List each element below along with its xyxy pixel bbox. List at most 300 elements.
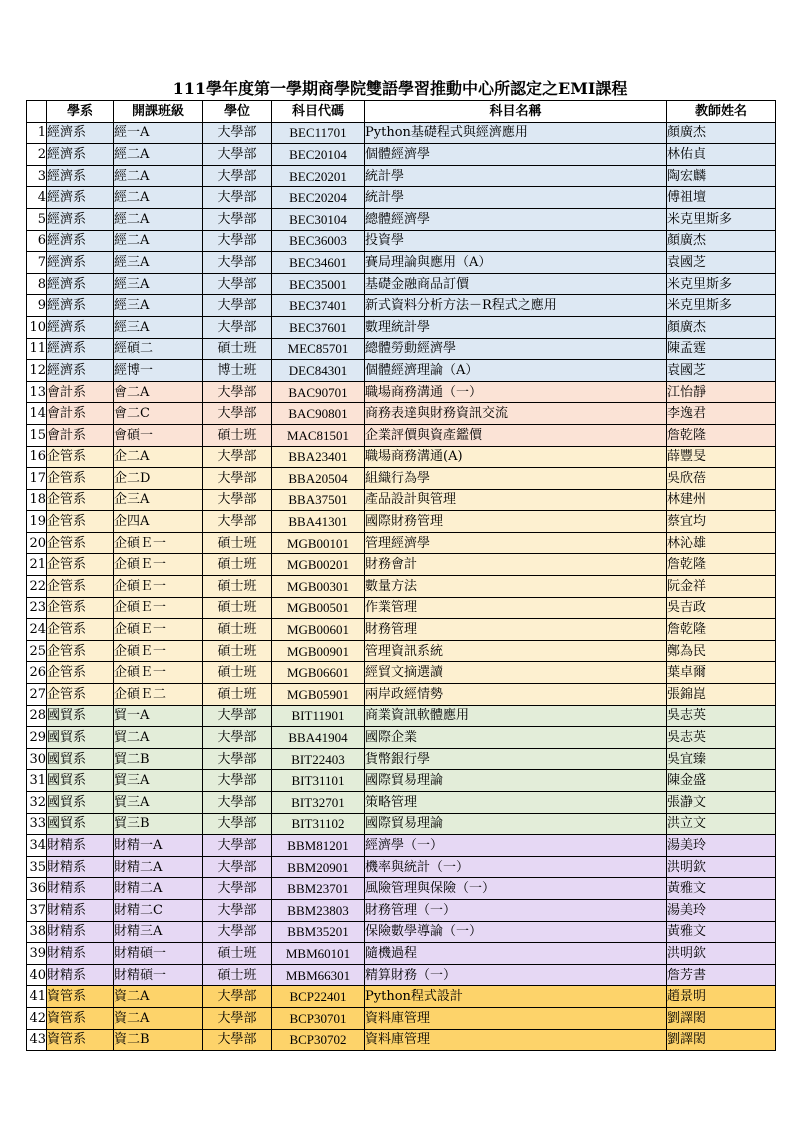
degree-cell: 大學部 bbox=[203, 835, 272, 857]
teacher-cell: 黃雅文 bbox=[667, 921, 776, 943]
row-number: 3 bbox=[27, 165, 47, 187]
dept-cell: 經濟系 bbox=[47, 273, 114, 295]
row-number: 13 bbox=[27, 381, 47, 403]
table-row bbox=[27, 813, 776, 835]
row-number: 17 bbox=[27, 468, 47, 490]
teacher-cell: 陳金盛 bbox=[667, 770, 776, 792]
class-cell: 資二A bbox=[114, 986, 203, 1008]
course-name-cell: 總體經濟學 bbox=[365, 208, 667, 230]
dept-cell: 企管系 bbox=[47, 554, 114, 576]
course-name-cell: 產品設計與管理 bbox=[365, 489, 667, 511]
course-code-cell: BCP30702 bbox=[272, 1029, 365, 1051]
teacher-cell: 吳志英 bbox=[667, 727, 776, 749]
degree-cell: 大學部 bbox=[203, 230, 272, 252]
course-name-cell: 財務會計 bbox=[365, 554, 667, 576]
table-row bbox=[27, 748, 776, 770]
degree-cell: 大學部 bbox=[203, 705, 272, 727]
course-code-cell: BIT22403 bbox=[272, 748, 365, 770]
table-row bbox=[27, 640, 776, 662]
row-number: 25 bbox=[27, 640, 47, 662]
row-number: 31 bbox=[27, 770, 47, 792]
row-number: 37 bbox=[27, 899, 47, 921]
degree-cell: 大學部 bbox=[203, 1007, 272, 1029]
table-row bbox=[27, 424, 776, 446]
row-number: 20 bbox=[27, 532, 47, 554]
teacher-cell: 李逸君 bbox=[667, 403, 776, 425]
degree-cell: 大學部 bbox=[203, 252, 272, 274]
course-code-cell: MGB00201 bbox=[272, 554, 365, 576]
table-row bbox=[27, 360, 776, 382]
class-cell: 財精一A bbox=[114, 835, 203, 857]
document-title: 111學年度第一學期商學院雙語學習推動中心所認定之EMI課程 bbox=[172, 79, 628, 98]
teacher-cell: 葉卓爾 bbox=[667, 662, 776, 684]
row-number: 29 bbox=[27, 727, 47, 749]
row-number: 23 bbox=[27, 597, 47, 619]
row-number: 2 bbox=[27, 144, 47, 166]
course-name-cell: 管理資訊系統 bbox=[365, 640, 667, 662]
class-cell: 企碩Ｅ一 bbox=[114, 597, 203, 619]
course-name-cell: 精算財務（一） bbox=[365, 964, 667, 986]
course-code-cell: MGB00301 bbox=[272, 576, 365, 598]
teacher-cell: 林建州 bbox=[667, 489, 776, 511]
dept-cell: 經濟系 bbox=[47, 360, 114, 382]
course-code-cell: BBM23803 bbox=[272, 899, 365, 921]
degree-cell: 碩士班 bbox=[203, 532, 272, 554]
course-code-cell: BIT31102 bbox=[272, 813, 365, 835]
row-number: 34 bbox=[27, 835, 47, 857]
course-code-cell: BBA20504 bbox=[272, 468, 365, 490]
teacher-cell: 張錦崑 bbox=[667, 684, 776, 706]
row-number: 39 bbox=[27, 943, 47, 965]
header-dept: 學系 bbox=[47, 101, 114, 123]
degree-cell: 碩士班 bbox=[203, 424, 272, 446]
teacher-cell: 阮金祥 bbox=[667, 576, 776, 598]
table-row bbox=[27, 122, 776, 144]
course-code-cell: BBM23701 bbox=[272, 878, 365, 900]
degree-cell: 碩士班 bbox=[203, 943, 272, 965]
table-row bbox=[27, 921, 776, 943]
row-number: 1 bbox=[27, 122, 47, 144]
course-name-cell: 貨幣銀行學 bbox=[365, 748, 667, 770]
table-row bbox=[27, 878, 776, 900]
dept-cell: 經濟系 bbox=[47, 187, 114, 209]
degree-cell: 大學部 bbox=[203, 295, 272, 317]
class-cell: 企碩Ｅ一 bbox=[114, 640, 203, 662]
dept-cell: 經濟系 bbox=[47, 230, 114, 252]
dept-cell: 經濟系 bbox=[47, 295, 114, 317]
teacher-cell: 吳吉政 bbox=[667, 597, 776, 619]
course-name-cell: 基礎金融商品訂價 bbox=[365, 273, 667, 295]
degree-cell: 大學部 bbox=[203, 208, 272, 230]
class-cell: 資二B bbox=[114, 1029, 203, 1051]
teacher-cell: 傅祖壇 bbox=[667, 187, 776, 209]
teacher-cell: 顏廣杰 bbox=[667, 122, 776, 144]
course-code-cell: BEC37601 bbox=[272, 316, 365, 338]
class-cell: 財精碩一 bbox=[114, 943, 203, 965]
dept-cell: 國貿系 bbox=[47, 748, 114, 770]
teacher-cell: 袁國芝 bbox=[667, 252, 776, 274]
course-code-cell: BEC20104 bbox=[272, 144, 365, 166]
class-cell: 貿三B bbox=[114, 813, 203, 835]
degree-cell: 大學部 bbox=[203, 813, 272, 835]
emi-course-table bbox=[26, 100, 776, 1051]
class-cell: 貿二B bbox=[114, 748, 203, 770]
table-header-row bbox=[27, 101, 776, 123]
table-row bbox=[27, 943, 776, 965]
teacher-cell: 湯美玲 bbox=[667, 899, 776, 921]
course-code-cell: BIT11901 bbox=[272, 705, 365, 727]
course-name-cell: 隨機過程 bbox=[365, 943, 667, 965]
dept-cell: 經濟系 bbox=[47, 122, 114, 144]
table-row bbox=[27, 208, 776, 230]
course-name-cell: 管理經濟學 bbox=[365, 532, 667, 554]
row-number: 8 bbox=[27, 273, 47, 295]
class-cell: 經二A bbox=[114, 187, 203, 209]
teacher-cell: 顏廣杰 bbox=[667, 316, 776, 338]
class-cell: 貿二A bbox=[114, 727, 203, 749]
course-name-cell: 總體勞動經濟學 bbox=[365, 338, 667, 360]
class-cell: 經一A bbox=[114, 122, 203, 144]
row-number: 33 bbox=[27, 813, 47, 835]
teacher-cell: 劉譯閎 bbox=[667, 1029, 776, 1051]
course-name-cell: 職場商務溝通(A) bbox=[365, 446, 667, 468]
row-number: 19 bbox=[27, 511, 47, 533]
row-number: 27 bbox=[27, 684, 47, 706]
dept-cell: 企管系 bbox=[47, 489, 114, 511]
class-cell: 企碩Ｅ一 bbox=[114, 532, 203, 554]
course-code-cell: MGB06601 bbox=[272, 662, 365, 684]
teacher-cell: 陳孟霆 bbox=[667, 338, 776, 360]
table-row bbox=[27, 381, 776, 403]
course-name-cell: Python程式設計 bbox=[365, 986, 667, 1008]
header-course-code: 科目代碼 bbox=[272, 101, 365, 123]
dept-cell: 財精系 bbox=[47, 878, 114, 900]
teacher-cell: 詹乾隆 bbox=[667, 619, 776, 641]
row-number: 41 bbox=[27, 986, 47, 1008]
course-name-cell: 新式資料分析方法－R程式之應用 bbox=[365, 295, 667, 317]
table-row bbox=[27, 684, 776, 706]
class-cell: 經碩二 bbox=[114, 338, 203, 360]
course-code-cell: BBA37501 bbox=[272, 489, 365, 511]
course-code-cell: BBA23401 bbox=[272, 446, 365, 468]
degree-cell: 大學部 bbox=[203, 727, 272, 749]
class-cell: 經博一 bbox=[114, 360, 203, 382]
table-row bbox=[27, 835, 776, 857]
dept-cell: 經濟系 bbox=[47, 338, 114, 360]
dept-cell: 企管系 bbox=[47, 446, 114, 468]
table-row bbox=[27, 1029, 776, 1051]
class-cell: 會二C bbox=[114, 403, 203, 425]
degree-cell: 大學部 bbox=[203, 899, 272, 921]
table-row bbox=[27, 403, 776, 425]
degree-cell: 大學部 bbox=[203, 489, 272, 511]
class-cell: 經三A bbox=[114, 316, 203, 338]
table-row bbox=[27, 856, 776, 878]
course-code-cell: BEC35001 bbox=[272, 273, 365, 295]
class-cell: 會碩一 bbox=[114, 424, 203, 446]
dept-cell: 資管系 bbox=[47, 986, 114, 1008]
course-code-cell: BEC34601 bbox=[272, 252, 365, 274]
course-name-cell: 資料庫管理 bbox=[365, 1029, 667, 1051]
dept-cell: 財精系 bbox=[47, 856, 114, 878]
row-number: 35 bbox=[27, 856, 47, 878]
teacher-cell: 詹乾隆 bbox=[667, 554, 776, 576]
dept-cell: 財精系 bbox=[47, 899, 114, 921]
teacher-cell: 林沁雄 bbox=[667, 532, 776, 554]
degree-cell: 大學部 bbox=[203, 921, 272, 943]
dept-cell: 會計系 bbox=[47, 424, 114, 446]
course-code-cell: BIT31101 bbox=[272, 770, 365, 792]
teacher-cell: 鄭為民 bbox=[667, 640, 776, 662]
dept-cell: 國貿系 bbox=[47, 770, 114, 792]
dept-cell: 經濟系 bbox=[47, 144, 114, 166]
course-name-cell: 機率與統計（一） bbox=[365, 856, 667, 878]
header-course-name: 科目名稱 bbox=[365, 101, 667, 123]
course-code-cell: BCP30701 bbox=[272, 1007, 365, 1029]
course-name-cell: 投資學 bbox=[365, 230, 667, 252]
teacher-cell: 米克里斯多 bbox=[667, 208, 776, 230]
table-row bbox=[27, 165, 776, 187]
course-code-cell: MEC85701 bbox=[272, 338, 365, 360]
dept-cell: 財精系 bbox=[47, 943, 114, 965]
teacher-cell: 陶宏麟 bbox=[667, 165, 776, 187]
table-row bbox=[27, 252, 776, 274]
degree-cell: 碩士班 bbox=[203, 619, 272, 641]
dept-cell: 資管系 bbox=[47, 1007, 114, 1029]
degree-cell: 大學部 bbox=[203, 468, 272, 490]
class-cell: 企碩Ｅ一 bbox=[114, 576, 203, 598]
table-row bbox=[27, 532, 776, 554]
class-cell: 經二A bbox=[114, 230, 203, 252]
table-row bbox=[27, 144, 776, 166]
class-cell: 企碩Ｅ一 bbox=[114, 554, 203, 576]
dept-cell: 財精系 bbox=[47, 964, 114, 986]
course-name-cell: 商業資訊軟體應用 bbox=[365, 705, 667, 727]
table-row bbox=[27, 899, 776, 921]
course-code-cell: MGB00901 bbox=[272, 640, 365, 662]
course-code-cell: BIT32701 bbox=[272, 792, 365, 814]
class-cell: 資二A bbox=[114, 1007, 203, 1029]
dept-cell: 企管系 bbox=[47, 468, 114, 490]
class-cell: 貿一A bbox=[114, 705, 203, 727]
course-name-cell: 個體經濟理論（A） bbox=[365, 360, 667, 382]
dept-cell: 企管系 bbox=[47, 576, 114, 598]
row-number: 38 bbox=[27, 921, 47, 943]
degree-cell: 大學部 bbox=[203, 770, 272, 792]
table-row bbox=[27, 489, 776, 511]
course-name-cell: 經濟學（一） bbox=[365, 835, 667, 857]
teacher-cell: 袁國芝 bbox=[667, 360, 776, 382]
degree-cell: 大學部 bbox=[203, 122, 272, 144]
degree-cell: 博士班 bbox=[203, 360, 272, 382]
course-name-cell: 兩岸政經情勢 bbox=[365, 684, 667, 706]
course-code-cell: BCP22401 bbox=[272, 986, 365, 1008]
row-number: 22 bbox=[27, 576, 47, 598]
teacher-cell: 江怡靜 bbox=[667, 381, 776, 403]
course-name-cell: 經貿文摘選讀 bbox=[365, 662, 667, 684]
degree-cell: 大學部 bbox=[203, 856, 272, 878]
table-row bbox=[27, 468, 776, 490]
course-code-cell: BAC90801 bbox=[272, 403, 365, 425]
dept-cell: 企管系 bbox=[47, 511, 114, 533]
course-code-cell: MAC81501 bbox=[272, 424, 365, 446]
class-cell: 財精二A bbox=[114, 878, 203, 900]
course-code-cell: BEC37401 bbox=[272, 295, 365, 317]
teacher-cell: 張瀞文 bbox=[667, 792, 776, 814]
row-number: 14 bbox=[27, 403, 47, 425]
header-teacher: 教師姓名 bbox=[667, 101, 776, 123]
degree-cell: 大學部 bbox=[203, 1029, 272, 1051]
degree-cell: 大學部 bbox=[203, 316, 272, 338]
dept-cell: 國貿系 bbox=[47, 727, 114, 749]
teacher-cell: 米克里斯多 bbox=[667, 273, 776, 295]
header-class: 開課班級 bbox=[114, 101, 203, 123]
table-row bbox=[27, 316, 776, 338]
degree-cell: 碩士班 bbox=[203, 576, 272, 598]
class-cell: 企碩Ｅ一 bbox=[114, 662, 203, 684]
class-cell: 企二A bbox=[114, 446, 203, 468]
degree-cell: 碩士班 bbox=[203, 964, 272, 986]
course-name-cell: 企業評價與資產鑑價 bbox=[365, 424, 667, 446]
degree-cell: 大學部 bbox=[203, 165, 272, 187]
degree-cell: 大學部 bbox=[203, 792, 272, 814]
degree-cell: 大學部 bbox=[203, 748, 272, 770]
row-number: 28 bbox=[27, 705, 47, 727]
teacher-cell: 林佑貞 bbox=[667, 144, 776, 166]
table-row bbox=[27, 792, 776, 814]
table-row bbox=[27, 1007, 776, 1029]
row-number: 15 bbox=[27, 424, 47, 446]
dept-cell: 會計系 bbox=[47, 403, 114, 425]
class-cell: 財精三A bbox=[114, 921, 203, 943]
class-cell: 企碩Ｅ一 bbox=[114, 619, 203, 641]
class-cell: 經三A bbox=[114, 252, 203, 274]
teacher-cell: 米克里斯多 bbox=[667, 295, 776, 317]
teacher-cell: 吳欣蓓 bbox=[667, 468, 776, 490]
dept-cell: 經濟系 bbox=[47, 316, 114, 338]
course-name-cell: 國際貿易理論 bbox=[365, 770, 667, 792]
course-code-cell: BBM81201 bbox=[272, 835, 365, 857]
teacher-cell: 洪立文 bbox=[667, 813, 776, 835]
degree-cell: 大學部 bbox=[203, 511, 272, 533]
degree-cell: 碩士班 bbox=[203, 597, 272, 619]
course-code-cell: BEC36003 bbox=[272, 230, 365, 252]
row-number: 5 bbox=[27, 208, 47, 230]
dept-cell: 經濟系 bbox=[47, 252, 114, 274]
row-number: 11 bbox=[27, 338, 47, 360]
course-name-cell: 數理統計學 bbox=[365, 316, 667, 338]
row-number: 32 bbox=[27, 792, 47, 814]
dept-cell: 國貿系 bbox=[47, 792, 114, 814]
course-name-cell: 統計學 bbox=[365, 165, 667, 187]
course-name-cell: 資料庫管理 bbox=[365, 1007, 667, 1029]
row-number: 16 bbox=[27, 446, 47, 468]
table-row bbox=[27, 727, 776, 749]
dept-cell: 經濟系 bbox=[47, 165, 114, 187]
dept-cell: 財精系 bbox=[47, 921, 114, 943]
row-number: 7 bbox=[27, 252, 47, 274]
table-body bbox=[27, 122, 776, 1051]
degree-cell: 大學部 bbox=[203, 187, 272, 209]
teacher-cell: 詹乾隆 bbox=[667, 424, 776, 446]
course-code-cell: BEC20204 bbox=[272, 187, 365, 209]
class-cell: 企四A bbox=[114, 511, 203, 533]
table-row bbox=[27, 187, 776, 209]
course-name-cell: 國際企業 bbox=[365, 727, 667, 749]
dept-cell: 國貿系 bbox=[47, 705, 114, 727]
course-code-cell: MGB00601 bbox=[272, 619, 365, 641]
row-number: 36 bbox=[27, 878, 47, 900]
teacher-cell: 黃雅文 bbox=[667, 878, 776, 900]
course-code-cell: MGB05901 bbox=[272, 684, 365, 706]
degree-cell: 大學部 bbox=[203, 986, 272, 1008]
row-number: 30 bbox=[27, 748, 47, 770]
degree-cell: 大學部 bbox=[203, 381, 272, 403]
dept-cell: 國貿系 bbox=[47, 813, 114, 835]
class-cell: 經二A bbox=[114, 208, 203, 230]
row-number: 40 bbox=[27, 964, 47, 986]
row-number: 21 bbox=[27, 554, 47, 576]
degree-cell: 碩士班 bbox=[203, 662, 272, 684]
course-code-cell: MBM66301 bbox=[272, 964, 365, 986]
course-name-cell: 策略管理 bbox=[365, 792, 667, 814]
degree-cell: 大學部 bbox=[203, 403, 272, 425]
teacher-cell: 詹芳書 bbox=[667, 964, 776, 986]
table-row bbox=[27, 554, 776, 576]
header-no bbox=[27, 101, 47, 123]
class-cell: 財精二A bbox=[114, 856, 203, 878]
row-number: 12 bbox=[27, 360, 47, 382]
course-name-cell: 職場商務溝通（一） bbox=[365, 381, 667, 403]
row-number: 43 bbox=[27, 1029, 47, 1051]
table-row bbox=[27, 576, 776, 598]
course-name-cell: 財務管理（一） bbox=[365, 899, 667, 921]
course-name-cell: 財務管理 bbox=[365, 619, 667, 641]
dept-cell: 企管系 bbox=[47, 684, 114, 706]
teacher-cell: 洪明欽 bbox=[667, 943, 776, 965]
course-code-cell: BBA41301 bbox=[272, 511, 365, 533]
degree-cell: 大學部 bbox=[203, 144, 272, 166]
dept-cell: 企管系 bbox=[47, 640, 114, 662]
course-name-cell: 保險數學導論（一） bbox=[365, 921, 667, 943]
course-name-cell: 賽局理論與應用（A） bbox=[365, 252, 667, 274]
course-code-cell: MGB00101 bbox=[272, 532, 365, 554]
teacher-cell: 吳志英 bbox=[667, 705, 776, 727]
class-cell: 經二A bbox=[114, 144, 203, 166]
course-name-cell: 作業管理 bbox=[365, 597, 667, 619]
course-code-cell: BBM35201 bbox=[272, 921, 365, 943]
dept-cell: 資管系 bbox=[47, 1029, 114, 1051]
table-row bbox=[27, 295, 776, 317]
table-row bbox=[27, 273, 776, 295]
teacher-cell: 劉譯閎 bbox=[667, 1007, 776, 1029]
teacher-cell: 顏廣杰 bbox=[667, 230, 776, 252]
table-row bbox=[27, 770, 776, 792]
dept-cell: 經濟系 bbox=[47, 208, 114, 230]
dept-cell: 財精系 bbox=[47, 835, 114, 857]
dept-cell: 企管系 bbox=[47, 662, 114, 684]
degree-cell: 大學部 bbox=[203, 878, 272, 900]
row-number: 4 bbox=[27, 187, 47, 209]
teacher-cell: 洪明欽 bbox=[667, 856, 776, 878]
class-cell: 經三A bbox=[114, 295, 203, 317]
teacher-cell: 湯美玲 bbox=[667, 835, 776, 857]
row-number: 42 bbox=[27, 1007, 47, 1029]
course-name-cell: Python基礎程式與經濟應用 bbox=[365, 122, 667, 144]
class-cell: 經二A bbox=[114, 165, 203, 187]
course-code-cell: BEC20201 bbox=[272, 165, 365, 187]
table-row bbox=[27, 338, 776, 360]
